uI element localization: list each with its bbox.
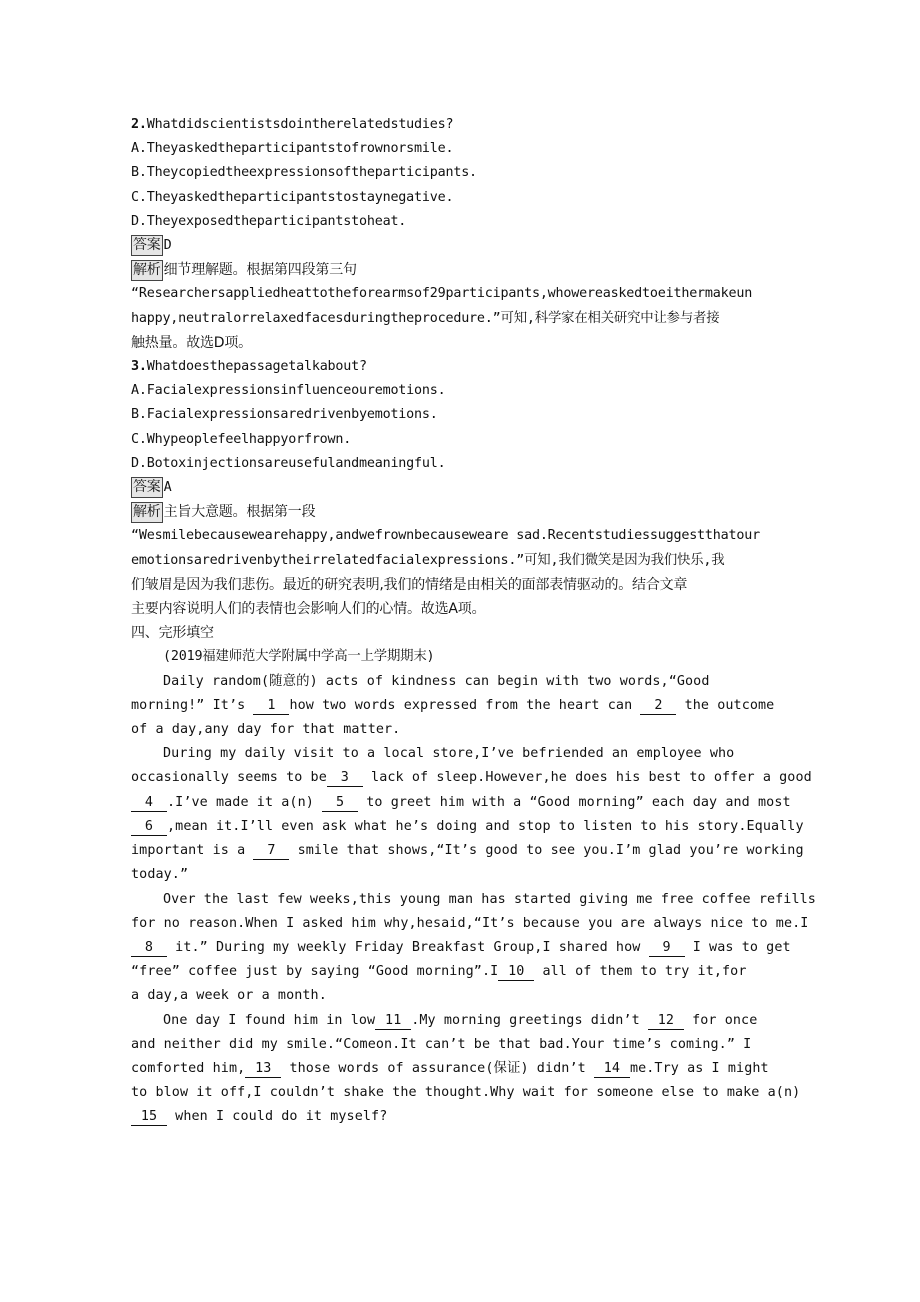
cloze-paragraph-line: to blow it off,I couldn’t shake the thought.Why wait for someone else to make a(n) (131, 1085, 801, 1101)
question-2-option-b: B.Theycopiedtheexpressionsoftheparticipants. (131, 165, 477, 181)
analysis-tag: 解析 (131, 502, 163, 523)
question-2-option-a: A.Theyaskedtheparticipantstofrownorsmile. (131, 141, 454, 157)
section-source: (2019福建师范大学附属中学高一上学期期末) (163, 649, 435, 665)
cloze-paragraph-line: During my daily visit to a local store,I’ve befriended an employee who (163, 746, 735, 762)
cloze-paragraph-line: Over the last few weeks,this young man has started giving me free coffee refills (163, 891, 816, 907)
question-3-analysis-line: “Wesmilebecausewearehappy,andwefrownbecauseweare sad.Recentstudiessuggestthatour (131, 528, 760, 544)
answer-tag: 答案 (131, 477, 163, 498)
cloze-paragraph-line: and neither did my smile.“Comeon.It can’t be that bad.Your time’s coming.” I (131, 1036, 752, 1052)
question-3-analysis-line: 解析 主旨大意题。根据第一段 (131, 500, 811, 524)
cloze-blank: 7 (253, 842, 289, 860)
cloze-blank: 14 (594, 1060, 630, 1078)
cloze-paragraph-line: 6 ,mean it.I’ll even ask what he’s doing and stop to listen to his story.Equally (131, 815, 811, 839)
question-2-option-d: D.Theyexposedtheparticipantstoheat. (131, 213, 407, 229)
question-2-analysis-line: 触热量。故选D项。 (131, 334, 252, 351)
question-3-option-d: D.Botoxinjectionsareusefulandmeaningful. (131, 455, 446, 471)
cloze-paragraph-line: for no reason.When I asked him why,hesaid,“It’s because you are always nice to me.I (131, 915, 809, 931)
answer-tag: 答案 (131, 235, 163, 256)
cloze-paragraph-line: morning!” It’s 1 how two words expressed from the heart can 2 the outcome (131, 697, 775, 713)
cloze-paragraph-line: “free” coffee just by saying “Good morning”.I 10 all of them to try it,for (131, 964, 747, 980)
document-page (131, 113, 816, 1130)
cloze-paragraph-line: important is a 7 smile that shows,“It’s good to see you.I’m glad you’re working (131, 843, 804, 859)
cloze-paragraph-line: One day I found him in low 11 .My morning greetings didn’t 12 for once (163, 1012, 758, 1028)
cloze-paragraph-line: 15 when I could do it myself? (131, 1105, 811, 1129)
cloze-blank: 11 (375, 1012, 411, 1030)
cloze-paragraph-line: 8 it.” During my weekly Friday Breakfast Group,I shared how 9 I was to get (131, 936, 811, 960)
cloze-paragraph-line: comforted him, 13 those words of assurance(保证) didn’t 14 me.Try as I might (131, 1060, 769, 1076)
question-2-option-c: C.Theyaskedtheparticipantstostaynegative. (131, 189, 454, 205)
cloze-blank: 8 (131, 939, 167, 957)
cloze-blank: 15 (131, 1108, 167, 1126)
question-3-answer: 答案 A (131, 476, 811, 500)
question-2-analysis-line: 解析 细节理解题。根据第四段第三句 (131, 258, 811, 282)
analysis-tag: 解析 (131, 260, 163, 281)
cloze-paragraph-line: 4 .I’ve made it a(n) 5 to greet him with a “Good morning” each day and most (131, 791, 811, 815)
cloze-blank: 5 (322, 794, 358, 812)
cloze-blank: 2 (640, 697, 676, 715)
cloze-blank: 1 (253, 697, 289, 715)
cloze-blank: 6 (131, 818, 167, 836)
cloze-blank: 12 (648, 1012, 684, 1030)
cloze-paragraph-line: today.” (131, 867, 189, 883)
question-3-option-b: B.Facialexpressionsaredrivenbyemotions. (131, 407, 438, 423)
section-heading: 四、完形填空 (131, 625, 214, 642)
cloze-paragraph-line: of a day,any day for that matter. (131, 722, 401, 738)
cloze-blank: 13 (245, 1060, 281, 1078)
cloze-paragraph-line: a day,a week or a month. (131, 988, 327, 1004)
cloze-paragraph-line: Daily random(随意的) acts of kindness can begin with two words,“Good (163, 673, 710, 689)
question-2-stem: 2.Whatdidscientistsdointherelatedstudies? (131, 117, 454, 132)
question-3-stem: 3.Whatdoesthepassagetalkabout? (131, 359, 367, 375)
question-3-option-a: A.Facialexpressionsinfluenceouremotions. (131, 383, 446, 399)
question-3-analysis-line: 们皱眉是因为我们悲伤。最近的研究表明,我们的情绪是由相关的面部表情驱动的。结合文章 (131, 576, 688, 593)
cloze-blank: 4 (131, 794, 167, 812)
cloze-blank: 3 (327, 769, 363, 787)
cloze-paragraph-line: occasionally seems to be 3 lack of sleep.However,he does his best to offer a good (131, 770, 812, 786)
question-2-analysis-line: happy,neutralorrelaxedfacesduringtheprocedure.”可知,科学家在相关研究中让参与者接 (131, 310, 720, 326)
question-3-analysis-line: 主要内容说明人们的表情也会影响人们的心情。故选A项。 (131, 601, 486, 618)
cloze-blank: 9 (649, 939, 685, 957)
question-3-analysis-line: emotionsaredrivenbytheirrelatedfacialexpressions.”可知,我们微笑是因为我们快乐,我 (131, 552, 725, 568)
question-2-answer: 答案 D (131, 234, 811, 258)
cloze-blank: 10 (498, 963, 534, 981)
question-3-option-c: C.Whypeoplefeelhappyorfrown. (131, 431, 352, 447)
question-2-analysis-line: “Researchersappliedheattotheforearmsof29participants,whowereaskedtoeithermakeun (131, 286, 753, 302)
